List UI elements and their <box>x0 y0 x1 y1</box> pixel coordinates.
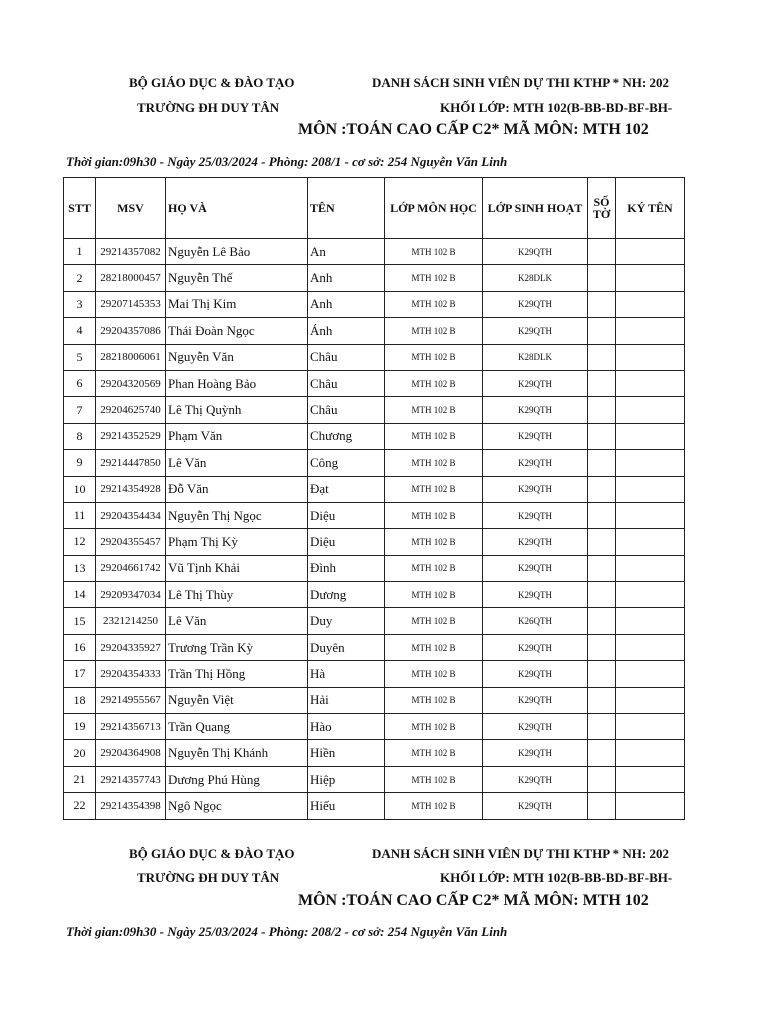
table-row <box>64 397 685 423</box>
cell-msv: 29204661742 <box>96 555 166 581</box>
cell-ten: Anh <box>308 265 385 291</box>
cell-lop-mon-hoc: MTH 102 B <box>385 793 483 819</box>
header-stt: STT <box>64 178 96 239</box>
cell-stt: 17 <box>64 661 96 687</box>
cell-ky-ten <box>616 687 685 713</box>
cell-so-to <box>588 502 616 528</box>
cell-ten: Công <box>308 450 385 476</box>
cell-lop-sinh-hoat: K29QTH <box>483 239 588 265</box>
school-name-2: TRƯỜNG ĐH DUY TÂN <box>137 870 280 885</box>
cell-msv: 29204364908 <box>96 740 166 766</box>
class-block-2: KHỐI LỚP: MTH 102(B-BB-BD-BF-BH- <box>440 870 673 885</box>
cell-stt: 22 <box>64 793 96 819</box>
cell-ho-va: Trần Thị Hồng <box>166 661 308 687</box>
cell-ten: Châu <box>308 397 385 423</box>
cell-lop-sinh-hoat: K29QTH <box>483 582 588 608</box>
cell-msv: 29204357086 <box>96 318 166 344</box>
cell-stt: 16 <box>64 634 96 660</box>
cell-stt: 6 <box>64 370 96 396</box>
cell-msv: 29214955567 <box>96 687 166 713</box>
cell-so-to <box>588 529 616 555</box>
cell-lop-mon-hoc: MTH 102 B <box>385 555 483 581</box>
cell-msv: 29207145353 <box>96 291 166 317</box>
cell-ten: Đạt <box>308 476 385 502</box>
cell-ten: Hiếu <box>308 793 385 819</box>
cell-so-to <box>588 634 616 660</box>
subject-title: MÔN :TOÁN CAO CẤP C2* MÃ MÔN: MTH 102 <box>298 121 649 138</box>
cell-msv: 29214354928 <box>96 476 166 502</box>
table-row <box>64 318 685 344</box>
header-msv: MSV <box>96 178 166 239</box>
cell-msv: 2321214250 <box>96 608 166 634</box>
cell-so-to <box>588 661 616 687</box>
table-row <box>64 344 685 370</box>
cell-msv: 29214356713 <box>96 714 166 740</box>
cell-ten: Châu <box>308 344 385 370</box>
cell-lop-sinh-hoat: K29QTH <box>483 502 588 528</box>
cell-lop-sinh-hoat: K29QTH <box>483 634 588 660</box>
cell-so-to <box>588 370 616 396</box>
cell-lop-mon-hoc: MTH 102 B <box>385 502 483 528</box>
cell-lop-mon-hoc: MTH 102 B <box>385 370 483 396</box>
cell-lop-mon-hoc: MTH 102 B <box>385 634 483 660</box>
cell-ho-va: Mai Thị Kim <box>166 291 308 317</box>
cell-so-to <box>588 344 616 370</box>
cell-ky-ten <box>616 555 685 581</box>
table-row <box>64 502 685 528</box>
cell-ky-ten <box>616 714 685 740</box>
table-row <box>64 529 685 555</box>
cell-ky-ten <box>616 450 685 476</box>
cell-ky-ten <box>616 502 685 528</box>
cell-ho-va: Dương Phú Hùng <box>166 766 308 792</box>
cell-ho-va: Nguyễn Việt <box>166 687 308 713</box>
table-row <box>64 608 685 634</box>
cell-msv: 29214357082 <box>96 239 166 265</box>
ministry-name-2: BỘ GIÁO DỤC & ĐÀO TẠO <box>129 846 295 861</box>
cell-lop-sinh-hoat: K29QTH <box>483 661 588 687</box>
cell-ho-va: Nguyễn Thị Khánh <box>166 740 308 766</box>
cell-ky-ten <box>616 265 685 291</box>
cell-ho-va: Phạm Văn <box>166 423 308 449</box>
cell-stt: 14 <box>64 582 96 608</box>
cell-stt: 21 <box>64 766 96 792</box>
table-row <box>64 766 685 792</box>
list-title: DANH SÁCH SINH VIÊN DỰ THI KTHP * NH: 202 <box>372 75 669 90</box>
cell-stt: 10 <box>64 476 96 502</box>
table-row <box>64 714 685 740</box>
cell-ho-va: Đỗ Văn <box>166 476 308 502</box>
cell-lop-mon-hoc: MTH 102 B <box>385 265 483 291</box>
cell-ten: Dương <box>308 582 385 608</box>
cell-ten: Duyên <box>308 634 385 660</box>
cell-ky-ten <box>616 397 685 423</box>
cell-ky-ten <box>616 582 685 608</box>
ministry-name: BỘ GIÁO DỤC & ĐÀO TẠO <box>129 75 295 90</box>
table-row <box>64 687 685 713</box>
cell-lop-sinh-hoat: K29QTH <box>483 555 588 581</box>
cell-ho-va: Lê Thị Quỳnh <box>166 397 308 423</box>
cell-ky-ten <box>616 344 685 370</box>
cell-lop-mon-hoc: MTH 102 B <box>385 661 483 687</box>
cell-so-to <box>588 582 616 608</box>
cell-ho-va: Phan Hoàng Bảo <box>166 370 308 396</box>
cell-ten: Đình <box>308 555 385 581</box>
cell-lop-sinh-hoat: K28DLK <box>483 344 588 370</box>
cell-so-to <box>588 608 616 634</box>
table-header-row <box>64 178 685 239</box>
table-row <box>64 634 685 660</box>
table-row <box>64 582 685 608</box>
cell-so-to <box>588 555 616 581</box>
cell-lop-mon-hoc: MTH 102 B <box>385 608 483 634</box>
cell-ky-ten <box>616 529 685 555</box>
cell-so-to <box>588 740 616 766</box>
cell-ten: Anh <box>308 291 385 317</box>
cell-ho-va: Lê Thị Thùy <box>166 582 308 608</box>
cell-ten: Hải <box>308 687 385 713</box>
cell-lop-sinh-hoat: K29QTH <box>483 318 588 344</box>
cell-ho-va: Lê Văn <box>166 450 308 476</box>
cell-msv: 29214447850 <box>96 450 166 476</box>
cell-lop-sinh-hoat: K29QTH <box>483 397 588 423</box>
cell-stt: 1 <box>64 239 96 265</box>
cell-ho-va: Ngô Ngọc <box>166 793 308 819</box>
cell-ten: Chương <box>308 423 385 449</box>
cell-lop-mon-hoc: MTH 102 B <box>385 529 483 555</box>
cell-so-to <box>588 291 616 317</box>
cell-so-to <box>588 476 616 502</box>
cell-msv: 29204354333 <box>96 661 166 687</box>
cell-stt: 19 <box>64 714 96 740</box>
cell-msv: 29214352529 <box>96 423 166 449</box>
cell-stt: 9 <box>64 450 96 476</box>
table-row <box>64 291 685 317</box>
cell-so-to <box>588 423 616 449</box>
cell-stt: 5 <box>64 344 96 370</box>
cell-lop-sinh-hoat: K29QTH <box>483 450 588 476</box>
cell-stt: 15 <box>64 608 96 634</box>
cell-lop-sinh-hoat: K29QTH <box>483 740 588 766</box>
cell-ky-ten <box>616 318 685 344</box>
cell-ky-ten <box>616 291 685 317</box>
cell-ky-ten <box>616 634 685 660</box>
cell-ky-ten <box>616 793 685 819</box>
cell-so-to <box>588 766 616 792</box>
cell-stt: 13 <box>64 555 96 581</box>
cell-stt: 3 <box>64 291 96 317</box>
cell-msv: 28218000457 <box>96 265 166 291</box>
header-lop-mon-hoc: LỚP MÔN HỌC <box>385 178 483 239</box>
cell-lop-sinh-hoat: K26QTH <box>483 608 588 634</box>
header-lop-sinh-hoat: LỚP SINH HOẠT <box>483 178 588 239</box>
cell-lop-mon-hoc: MTH 102 B <box>385 582 483 608</box>
cell-lop-sinh-hoat: K29QTH <box>483 370 588 396</box>
cell-ho-va: Nguyễn Thế <box>166 265 308 291</box>
cell-lop-sinh-hoat: K28DLK <box>483 265 588 291</box>
cell-so-to <box>588 318 616 344</box>
cell-lop-mon-hoc: MTH 102 B <box>385 476 483 502</box>
class-block: KHỐI LỚP: MTH 102(B-BB-BD-BF-BH- <box>440 100 673 115</box>
cell-ho-va: Nguyễn Thị Ngọc <box>166 502 308 528</box>
exam-time-info-2: Thời gian:09h30 - Ngày 25/03/2024 - Phòng: 208/2 - cơ sở: 254 Nguyễn Văn Linh <box>66 924 508 939</box>
cell-lop-sinh-hoat: K29QTH <box>483 793 588 819</box>
table-row <box>64 555 685 581</box>
cell-ky-ten <box>616 608 685 634</box>
cell-ten: Hà <box>308 661 385 687</box>
cell-ten: Hiền <box>308 740 385 766</box>
cell-ten: Duy <box>308 608 385 634</box>
cell-ky-ten <box>616 766 685 792</box>
cell-msv: 29204320569 <box>96 370 166 396</box>
cell-lop-mon-hoc: MTH 102 B <box>385 740 483 766</box>
cell-ten: Diệu <box>308 529 385 555</box>
cell-ho-va: Thái Đoàn Ngọc <box>166 318 308 344</box>
cell-so-to <box>588 450 616 476</box>
header-so-to-line2: TỜ <box>592 207 611 221</box>
cell-so-to <box>588 687 616 713</box>
cell-stt: 7 <box>64 397 96 423</box>
table-row <box>64 793 685 819</box>
list-title-2: DANH SÁCH SINH VIÊN DỰ THI KTHP * NH: 202 <box>372 846 669 861</box>
cell-so-to <box>588 239 616 265</box>
table-row <box>64 476 685 502</box>
cell-msv: 29204355457 <box>96 529 166 555</box>
table-row <box>64 423 685 449</box>
cell-stt: 11 <box>64 502 96 528</box>
exam-time-info: Thời gian:09h30 - Ngày 25/03/2024 - Phòng: 208/1 - cơ sở: 254 Nguyễn Văn Linh <box>66 154 508 169</box>
cell-lop-mon-hoc: MTH 102 B <box>385 397 483 423</box>
cell-lop-mon-hoc: MTH 102 B <box>385 714 483 740</box>
cell-lop-mon-hoc: MTH 102 B <box>385 291 483 317</box>
cell-ten: Châu <box>308 370 385 396</box>
cell-msv: 29214357743 <box>96 766 166 792</box>
cell-lop-sinh-hoat: K29QTH <box>483 476 588 502</box>
cell-msv: 29214354398 <box>96 793 166 819</box>
cell-stt: 18 <box>64 687 96 713</box>
cell-msv: 29204335927 <box>96 634 166 660</box>
header-so-to <box>588 178 616 239</box>
cell-lop-mon-hoc: MTH 102 B <box>385 766 483 792</box>
cell-so-to <box>588 714 616 740</box>
cell-msv: 29204354434 <box>96 502 166 528</box>
school-name: TRƯỜNG ĐH DUY TÂN <box>137 100 280 115</box>
cell-ten: Hào <box>308 714 385 740</box>
cell-ky-ten <box>616 476 685 502</box>
header-ten: TÊN <box>308 178 385 239</box>
cell-so-to <box>588 397 616 423</box>
cell-ten: Ánh <box>308 318 385 344</box>
student-roster-table <box>63 177 685 820</box>
cell-so-to <box>588 793 616 819</box>
cell-ten: Hiệp <box>308 766 385 792</box>
cell-msv: 29209347034 <box>96 582 166 608</box>
cell-lop-sinh-hoat: K29QTH <box>483 529 588 555</box>
cell-lop-sinh-hoat: K29QTH <box>483 423 588 449</box>
header-so-to-line1: SỐ <box>593 195 610 209</box>
cell-ho-va: Trương Trần Kỳ <box>166 634 308 660</box>
cell-lop-mon-hoc: MTH 102 B <box>385 450 483 476</box>
table-row <box>64 265 685 291</box>
table-row <box>64 450 685 476</box>
cell-lop-sinh-hoat: K29QTH <box>483 687 588 713</box>
cell-stt: 4 <box>64 318 96 344</box>
cell-lop-sinh-hoat: K29QTH <box>483 714 588 740</box>
cell-ho-va: Vũ Tịnh Khải <box>166 555 308 581</box>
cell-ky-ten <box>616 370 685 396</box>
cell-lop-sinh-hoat: K29QTH <box>483 766 588 792</box>
cell-lop-mon-hoc: MTH 102 B <box>385 687 483 713</box>
cell-ten: An <box>308 239 385 265</box>
cell-ho-va: Phạm Thị Kỳ <box>166 529 308 555</box>
table-row <box>64 661 685 687</box>
cell-ky-ten <box>616 661 685 687</box>
subject-title-2: MÔN :TOÁN CAO CẤP C2* MÃ MÔN: MTH 102 <box>298 892 649 909</box>
cell-lop-mon-hoc: MTH 102 B <box>385 318 483 344</box>
cell-ky-ten <box>616 239 685 265</box>
header-ho-va: HỌ VÀ <box>166 178 308 239</box>
cell-so-to <box>588 265 616 291</box>
table-row <box>64 370 685 396</box>
cell-msv: 29204625740 <box>96 397 166 423</box>
cell-ho-va: Nguyễn Văn <box>166 344 308 370</box>
cell-stt: 8 <box>64 423 96 449</box>
cell-lop-mon-hoc: MTH 102 B <box>385 423 483 449</box>
table-row <box>64 740 685 766</box>
cell-lop-mon-hoc: MTH 102 B <box>385 344 483 370</box>
cell-ky-ten <box>616 423 685 449</box>
cell-ho-va: Lê Văn <box>166 608 308 634</box>
cell-stt: 2 <box>64 265 96 291</box>
cell-ky-ten <box>616 740 685 766</box>
cell-stt: 12 <box>64 529 96 555</box>
table-row <box>64 239 685 265</box>
cell-msv: 28218006061 <box>96 344 166 370</box>
cell-ho-va: Trần Quang <box>166 714 308 740</box>
header-ky-ten: KÝ TÊN <box>616 178 685 239</box>
cell-lop-sinh-hoat: K29QTH <box>483 291 588 317</box>
cell-ho-va: Nguyễn Lê Bảo <box>166 239 308 265</box>
cell-ten: Diệu <box>308 502 385 528</box>
cell-stt: 20 <box>64 740 96 766</box>
cell-lop-mon-hoc: MTH 102 B <box>385 239 483 265</box>
